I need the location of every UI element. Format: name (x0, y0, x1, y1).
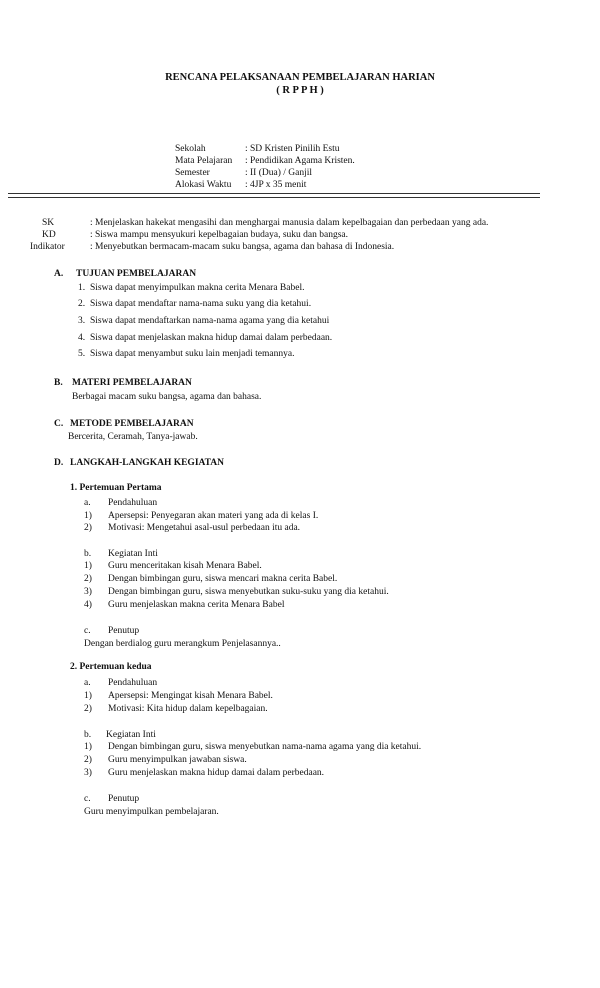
list-number: 4. (78, 333, 86, 343)
step-item: Apersepsi: Penyegaran akan materi yang ada di kelas I. (108, 511, 319, 521)
list-number: 2. (78, 299, 86, 309)
list-item: Siswa dapat menyimpulkan makna cerita Menara Babel. (90, 283, 305, 293)
list-item: Siswa dapat menjelaskan makna hidup damai dalam perbedaan. (90, 333, 333, 343)
section-letter: C. (54, 419, 64, 429)
step-item: Dengan bimbingan guru, siswa mencari makna cerita Babel. (108, 574, 338, 584)
section-text: Bercerita, Ceramah, Tanya-jawab. (68, 432, 198, 442)
step-letter: a. (84, 498, 91, 508)
list-number: 5. (78, 349, 86, 359)
section-heading: MATERI PEMBELAJARAN (72, 378, 192, 388)
step-letter: b. (84, 549, 92, 559)
step-label: Penutup (108, 794, 140, 804)
info-value: : Pendidikan Agama Kristen. (245, 156, 355, 166)
step-number: 2) (84, 704, 92, 714)
competency-value: : Siswa mampu mensyukuri kepelbagaian budaya, suku dan bangsa. (90, 230, 349, 240)
list-item: Siswa dapat mendaftarkan nama-nama agama yang dia ketahui (90, 316, 330, 326)
competency-label: KD (42, 230, 56, 240)
step-item: Apersepsi: Mengingat kisah Menara Babel. (108, 691, 273, 701)
step-item: Dengan bimbingan guru, siswa menyebutkan suku-suku yang dia ketahui. (108, 587, 389, 597)
step-number: 2) (84, 574, 92, 584)
double-divider (8, 193, 540, 198)
step-label: Pendahuluan (108, 498, 158, 508)
step-label: Kegiatan Inti (106, 730, 156, 740)
info-value: : SD Kristen Pinilih Estu (245, 144, 340, 154)
step-letter: c. (84, 626, 91, 636)
document-title: RENCANA PELAKSANAAN PEMBELAJARAN HARIAN (165, 72, 435, 83)
info-label: Semester (175, 168, 210, 178)
section-letter: A. (54, 269, 64, 279)
meeting-heading: 1. Pertemuan Pertama (70, 483, 162, 493)
section-heading: METODE PEMBELAJARAN (70, 419, 194, 429)
step-number: 3) (84, 768, 92, 778)
step-item: Guru menceritakan kisah Menara Babel. (108, 561, 262, 571)
section-heading: TUJUAN PEMBELAJARAN (76, 269, 197, 279)
info-label: Sekolah (175, 144, 206, 154)
step-item: Guru menjelaskan makna cerita Menara Babel (108, 600, 285, 610)
step-label: Kegiatan Inti (108, 549, 158, 559)
list-item: Siswa dapat menyambut suku lain menjadi temannya. (90, 349, 295, 359)
list-number: 3. (78, 316, 86, 326)
step-text: Guru menyimpulkan pembelajaran. (84, 807, 219, 817)
step-text: Dengan berdialog guru merangkum Penjelasannya.. (84, 639, 281, 649)
competency-label: Indikator (30, 242, 65, 252)
step-letter: c. (84, 794, 91, 804)
step-number: 1) (84, 511, 92, 521)
step-item: Dengan bimbingan guru, siswa menyebutkan nama-nama agama yang dia ketahui. (108, 742, 422, 752)
competency-value: : Menyebutkan bermacam-macam suku bangsa, agama dan bahasa di Indonesia. (90, 242, 395, 252)
info-label: Alokasi Waktu (175, 180, 232, 190)
step-number: 4) (84, 600, 92, 610)
document-subtitle: ( R P P H ) (276, 85, 324, 96)
section-letter: B. (54, 378, 63, 388)
list-number: 1. (78, 283, 86, 293)
step-letter: b. (84, 730, 92, 740)
step-item: Motivasi: Mengetahui asal-usul perbedaan itu ada. (108, 523, 301, 533)
step-number: 1) (84, 742, 92, 752)
step-letter: a. (84, 678, 91, 688)
step-number: 1) (84, 691, 92, 701)
step-number: 2) (84, 755, 92, 765)
step-label: Penutup (108, 626, 140, 636)
section-heading: LANGKAH-LANGKAH KEGIATAN (70, 458, 225, 468)
step-item: Motivasi: Kita hidup dalam kepelbagaian. (108, 704, 268, 714)
section-letter: D. (54, 458, 64, 468)
step-number: 3) (84, 587, 92, 597)
info-value: : 4JP x 35 menit (245, 180, 307, 190)
list-item: Siswa dapat mendaftar nama-nama suku yang dia ketahui. (90, 299, 312, 309)
step-item: Guru menyimpulkan jawaban siswa. (108, 755, 247, 765)
step-label: Pendahuluan (108, 678, 158, 688)
info-label: Mata Pelajaran (175, 156, 233, 166)
section-text: Berbagai macam suku bangsa, agama dan bahasa. (72, 392, 262, 402)
meeting-heading: 2. Pertemuan kedua (70, 662, 152, 672)
info-value: : II (Dua) / Ganjil (245, 168, 313, 178)
competency-label: SK (42, 218, 55, 228)
competency-value: : Menjelaskan hakekat mengasihi dan menghargai manusia dalam kepelbagaian dan perbedaan yang ada. (90, 218, 489, 228)
step-number: 2) (84, 523, 92, 533)
step-item: Guru menjelaskan makna hidup damai dalam perbedaan. (108, 768, 325, 778)
step-number: 1) (84, 561, 92, 571)
